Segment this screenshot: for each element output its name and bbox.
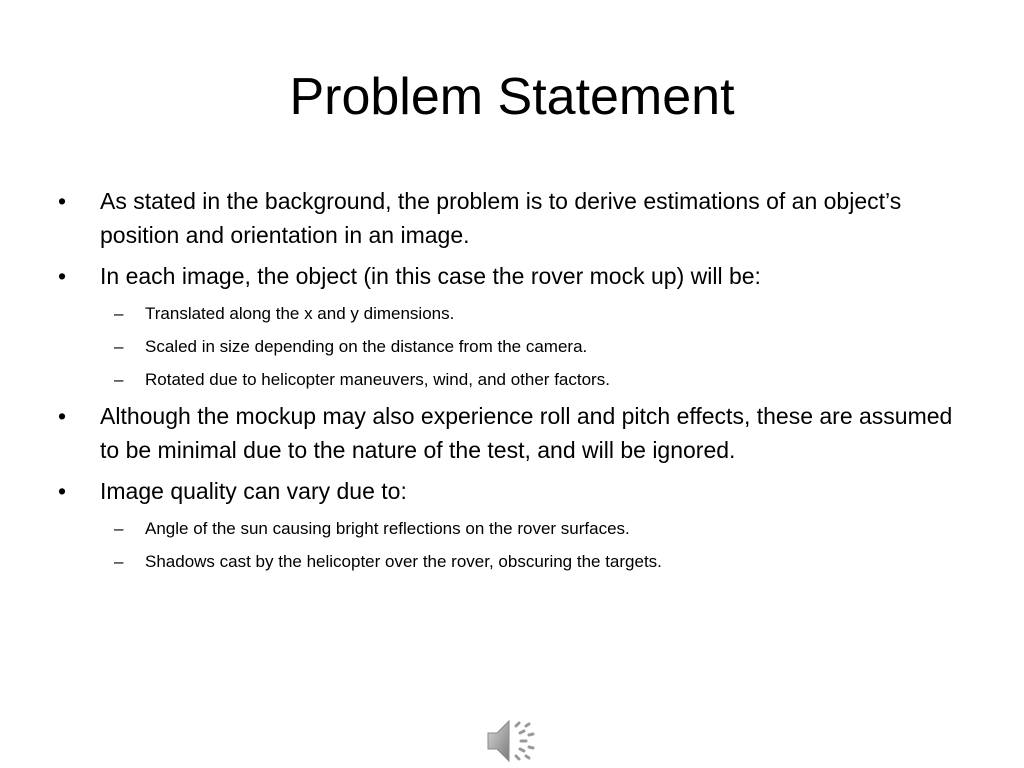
slide-title: Problem Statement (289, 68, 735, 126)
sub-bullet-marker: – (114, 337, 124, 356)
bullet-text: In each image, the object (in this case the rover mock up) will be: (100, 263, 761, 289)
speaker-icon[interactable] (486, 716, 538, 766)
sub-bullet-item (56, 366, 976, 393)
slide-content (56, 184, 976, 581)
sub-bullet-list (56, 515, 976, 575)
bullet-text: As stated in the background, the problem is to derive estimations of an object’s position and orientation in an image. (100, 188, 902, 248)
sub-bullet-item (56, 548, 976, 575)
bullet-item (56, 184, 976, 252)
bullet-item (56, 259, 976, 293)
sub-bullet-item (56, 300, 976, 327)
sub-bullet-marker: – (114, 552, 124, 571)
bullet-text: Although the mockup may also experience roll and pitch effects, these are assumed to be minimal due to the nature of the test, and will be ignored. (100, 403, 953, 463)
sub-bullet-marker: – (114, 304, 124, 323)
sub-bullet-text: Angle of the sun causing bright reflections on the rover surfaces. (145, 519, 630, 538)
sub-bullet-text: Scaled in size depending on the distance from the camera. (145, 337, 588, 356)
sub-bullet-item (56, 333, 976, 360)
sub-bullet-text: Shadows cast by the helicopter over the rover, obscuring the targets. (145, 552, 662, 571)
sub-bullet-text: Translated along the x and y dimensions. (145, 304, 455, 323)
sub-bullet-text: Rotated due to helicopter maneuvers, wind, and other factors. (145, 370, 610, 389)
sub-bullet-marker: – (114, 370, 124, 389)
bullet-marker: • (58, 403, 67, 429)
bullet-marker: • (58, 188, 67, 214)
speaker-icon-graphic (486, 716, 538, 766)
bullet-item (56, 474, 976, 508)
bullet-item (56, 399, 976, 467)
bullet-text: Image quality can vary due to: (100, 478, 407, 504)
sub-bullet-list (56, 300, 976, 393)
bullet-marker: • (58, 263, 67, 289)
bullet-marker: • (58, 478, 67, 504)
sub-bullet-marker: – (114, 519, 124, 538)
sub-bullet-item (56, 515, 976, 542)
